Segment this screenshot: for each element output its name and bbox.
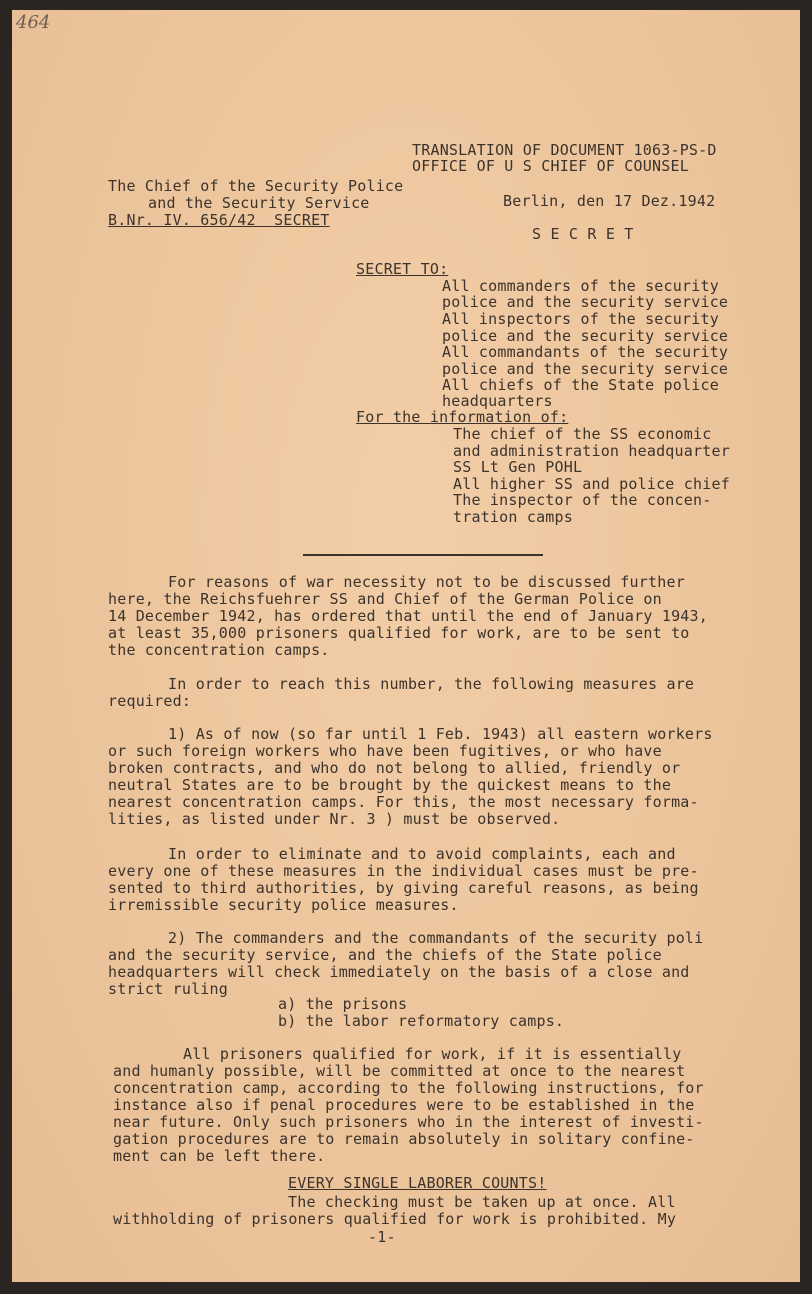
body-line: irremissible security police measures. (108, 896, 459, 914)
to-line: All chiefs of the State police (442, 376, 719, 394)
info-line: All higher SS and police chief (453, 475, 730, 493)
translation-line: TRANSLATION OF DOCUMENT 1063-PS-D (412, 141, 717, 159)
information-label: For the information of: (356, 408, 569, 426)
info-line: The inspector of the concen- (453, 491, 712, 509)
to-line: police and the security service (442, 327, 729, 345)
body-line: and humanly possible, will be committed at once to the nearest (113, 1062, 686, 1080)
body-line: gation procedures are to remain absolutely in solitary confine- (113, 1130, 695, 1148)
body-line: 1) As of now (so far until 1 Feb. 1943) all eastern workers (168, 725, 713, 743)
page-number: -1- (368, 1228, 396, 1246)
body-line: ment can be left there. (113, 1147, 326, 1165)
info-line: SS Lt Gen POHL (453, 458, 583, 476)
body-line: All prisoners qualified for work, if it is essentially (183, 1045, 682, 1063)
reference-number: B.Nr. IV. 656/42 SECRET (108, 211, 330, 229)
body-line: 14 December 1942, has ordered that until the end of January 1943, (108, 607, 708, 625)
body-line: withholding of prisoners qualified for work is prohibited. My (113, 1210, 677, 1228)
body-line: For reasons of war necessity not to be discussed further (168, 573, 685, 591)
separator-rule (303, 554, 543, 556)
body-line: near future. Only such prisoners who in the interest of investi- (113, 1113, 704, 1131)
body-line: strict ruling (108, 980, 228, 998)
body-line: and the security service, and the chiefs of the State police (108, 946, 662, 964)
to-line: All commanders of the security (442, 277, 719, 295)
body-line: broken contracts, and who do not belong to allied, friendly or (108, 759, 681, 777)
slogan: EVERY SINGLE LABORER COUNTS! (288, 1174, 547, 1192)
list-item: b) the labor reformatory camps. (278, 1012, 565, 1030)
to-line: All commandants of the security (442, 343, 729, 361)
to-line: police and the security service (442, 360, 729, 378)
sender-line-2: and the Security Service (148, 194, 370, 212)
info-line: and administration headquarter (453, 442, 730, 460)
body-line: here, the Reichsfuehrer SS and Chief of the German Police on (108, 590, 662, 608)
secret-to-label: SECRET TO: (356, 260, 449, 278)
body-line: nearest concentration camps. For this, the most necessary forma- (108, 793, 699, 811)
body-line: In order to eliminate and to avoid complaints, each and (168, 845, 676, 863)
body-line: concentration camp, according to the following instructions, for (113, 1079, 704, 1097)
classification: S E C R E T (532, 225, 634, 243)
body-line: instance also if penal procedures were to be established in the (113, 1096, 695, 1114)
info-line: The chief of the SS economic (453, 425, 712, 443)
info-line: tration camps (453, 508, 573, 526)
sender-line-1: The Chief of the Security Police (108, 177, 404, 195)
body-line: headquarters will check immediately on the basis of a close and (108, 963, 690, 981)
body-line: lities, as listed under Nr. 3 ) must be observed. (108, 810, 561, 828)
body-line: at least 35,000 prisoners qualified for work, are to be sent to (108, 624, 690, 642)
body-line: every one of these measures in the individual cases must be pre- (108, 862, 699, 880)
office-line: OFFICE OF U S CHIEF OF COUNSEL (412, 157, 689, 175)
to-line: All inspectors of the security (442, 310, 719, 328)
to-line: headquarters (442, 392, 553, 410)
body-line: The checking must be taken up at once. All (288, 1193, 676, 1211)
body-line: 2) The commanders and the commandants of the security poli (168, 929, 704, 947)
body-line: sented to third authorities, by giving careful reasons, as being (108, 879, 699, 897)
body-line: required: (108, 692, 192, 710)
body-line: the concentration camps. (108, 641, 330, 659)
body-line: In order to reach this number, the following measures are (168, 675, 695, 693)
place-date: Berlin, den 17 Dez.1942 (503, 192, 716, 210)
body-line: or such foreign workers who have been fugitives, or who have (108, 742, 662, 760)
body-line: neutral States are to be brought by the quickest means to the (108, 776, 672, 794)
handwritten-page-number: 464 (16, 12, 51, 33)
list-item: a) the prisons (278, 995, 408, 1013)
to-line: police and the security service (442, 293, 729, 311)
